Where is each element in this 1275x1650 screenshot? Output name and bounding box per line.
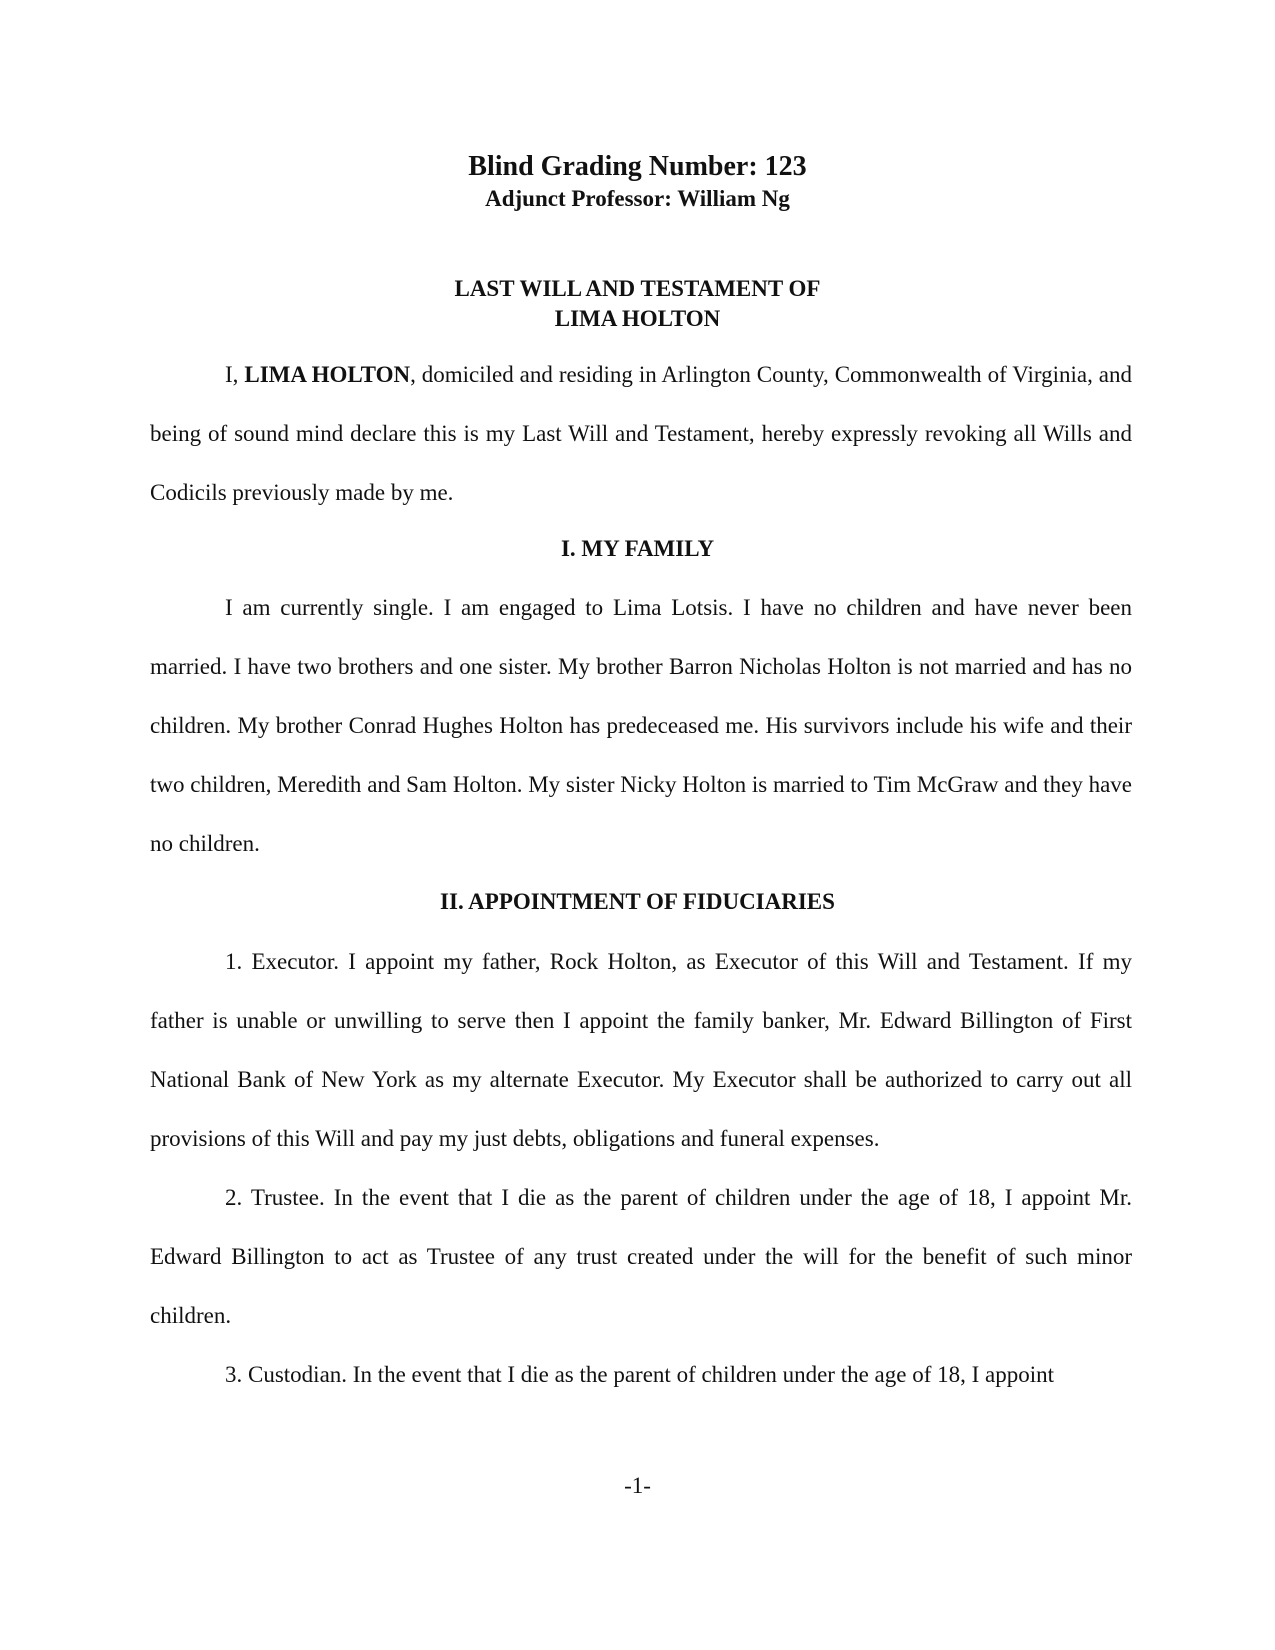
custodian-paragraph: 3. Custodian. In the event that I die as the parent of children under the age of 18, I appoint <box>225 1362 1055 1387</box>
page-number: -1- <box>624 1473 651 1498</box>
trustee-paragraph: 2. Trustee. In the event that I die as the parent of children under the age of 18, I appoint Mr. Edward Billington to act as Trustee of any trust created under the will for the benefit of such minor children. <box>150 1185 1132 1328</box>
intro-lead: I, <box>225 362 245 387</box>
blind-grading-number: Blind Grading Number: 123 <box>468 151 807 182</box>
intro-paragraph <box>150 345 1132 522</box>
intro-text: , domiciled and residing in Arlington County, Commonwealth of Virginia, and being of sound mind declare this is my Last Will and Testament, hereby expressly revoking all Wills and Codicils previously made by me. <box>150 362 1132 505</box>
will-title-line-1: LAST WILL AND TESTAMENT OF <box>454 276 821 301</box>
adjunct-professor: Adjunct Professor: William Ng <box>485 186 790 211</box>
section-heading-fiduciaries: II. APPOINTMENT OF FIDUCIARIES <box>440 889 835 914</box>
testator-name: LIMA HOLTON <box>244 362 411 387</box>
family-paragraph <box>150 578 1132 873</box>
family-text: I am currently single. I am engaged to Lima Lotsis. I have no children and have never been married. I have two brothers and one sister. My brother Barron Nicholas Holton is not married and has no children. My brother Conrad Hughes Holton has predeceased me. His survivors include his wife and their two children, Meredith and Sam Holton. My sister Nicky Holton is married to Tim McGraw and they have no children. <box>150 595 1132 856</box>
will-title-line-2: LIMA HOLTON <box>554 306 721 331</box>
executor-paragraph: 1. Executor. I appoint my father, Rock Holton, as Executor of this Will and Testament. If my father is unable or unwilling to serve then I appoint the family banker, Mr. Edward Billington of First National Bank of New York as my alternate Executor. My Executor shall be authorized to carry out all provisions of this Will and pay my just debts, obligations and funeral expenses. <box>150 949 1132 1151</box>
fiduciaries-section <box>150 932 1132 1404</box>
section-heading-family: I. MY FAMILY <box>560 536 715 561</box>
